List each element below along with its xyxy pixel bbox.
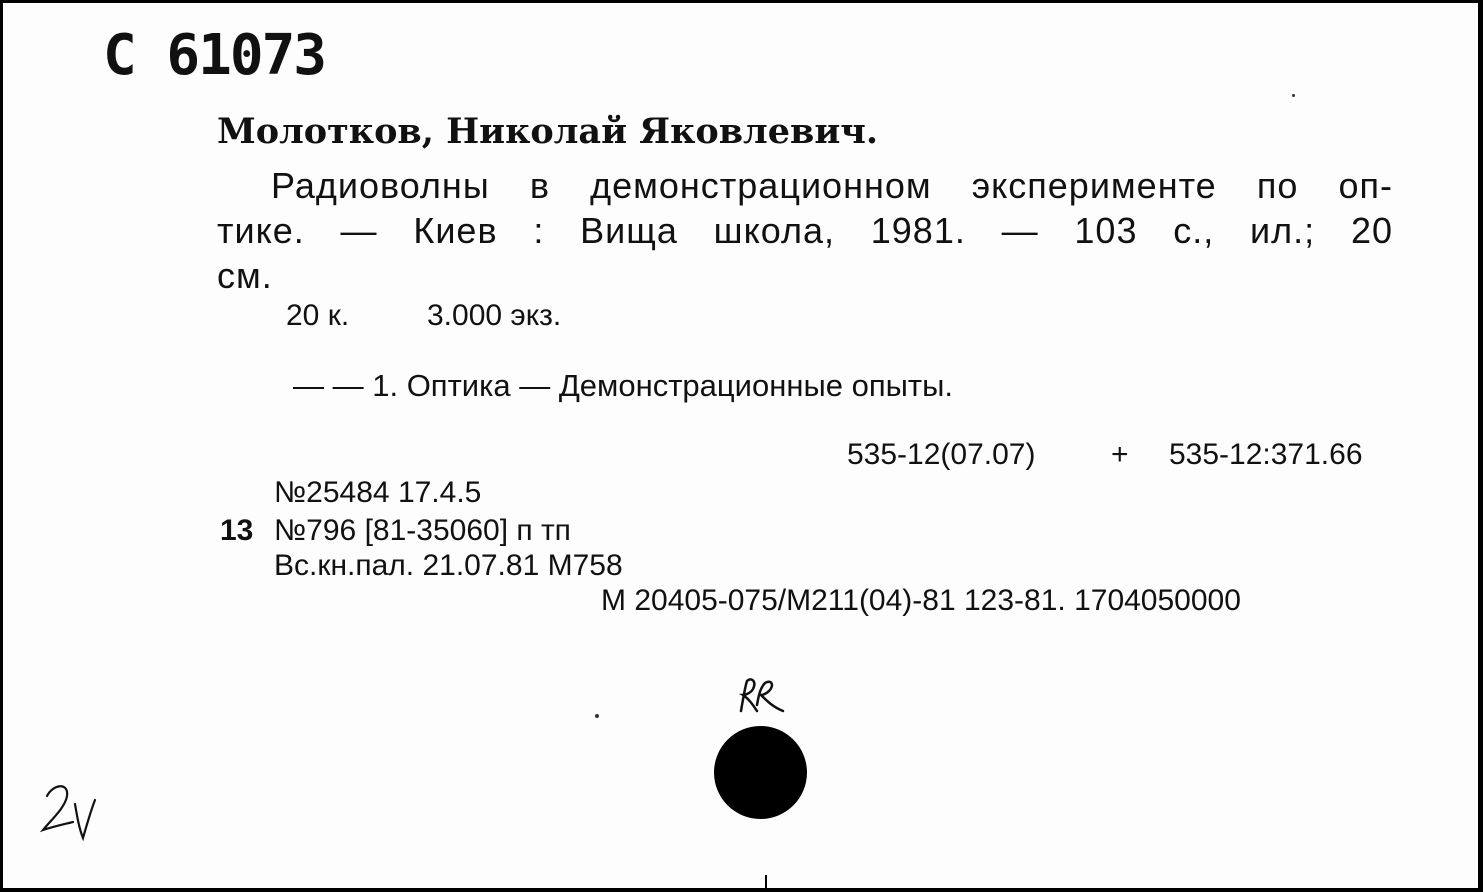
handwritten-mark (35, 778, 105, 853)
title-line-1: Радиоволны в демонстрационном эксперименте по оп- (271, 165, 1393, 206)
print-run: 3.000 экз. (427, 299, 562, 332)
initials-scribble (735, 675, 787, 717)
edge-mark (765, 875, 767, 889)
black-dot-marker (714, 726, 807, 819)
registration-line-1: №25484 17.4.5 (274, 476, 482, 509)
udc-index-left: 535-12(07.07) (847, 438, 1036, 471)
author-heading: Молотков, Николай Яковлевич. (217, 111, 879, 152)
title-line-2: тике. — Киев : Вища школа, 1981. — 103 с., ил.; 20 (217, 210, 1393, 251)
handwritten-initials (735, 675, 787, 725)
price: 20 к. (286, 299, 350, 332)
title-line-3: см. (217, 255, 273, 296)
registration-line-3: Вс.кн.пал. 21.07.81 М758 (274, 549, 623, 582)
paper-speck (595, 714, 599, 718)
udc-index-right: 535-12:371.66 (1169, 438, 1363, 471)
subject-heading: — — 1. Оптика — Демонстрационные опыты. (293, 368, 953, 403)
handwritten-2v-scribble (35, 778, 105, 848)
paper-speck (1292, 94, 1295, 97)
registration-line-4: М 20405-075/М211(04)-81 123-81. 1704050000 (601, 584, 1241, 617)
title-description (217, 163, 1393, 298)
registration-number: 13 (220, 514, 254, 547)
shelfmark: C 61073 (103, 23, 326, 88)
udc-plus: + (1111, 438, 1129, 471)
registration-line-2: №796 [81-35060] п тп (274, 514, 571, 547)
